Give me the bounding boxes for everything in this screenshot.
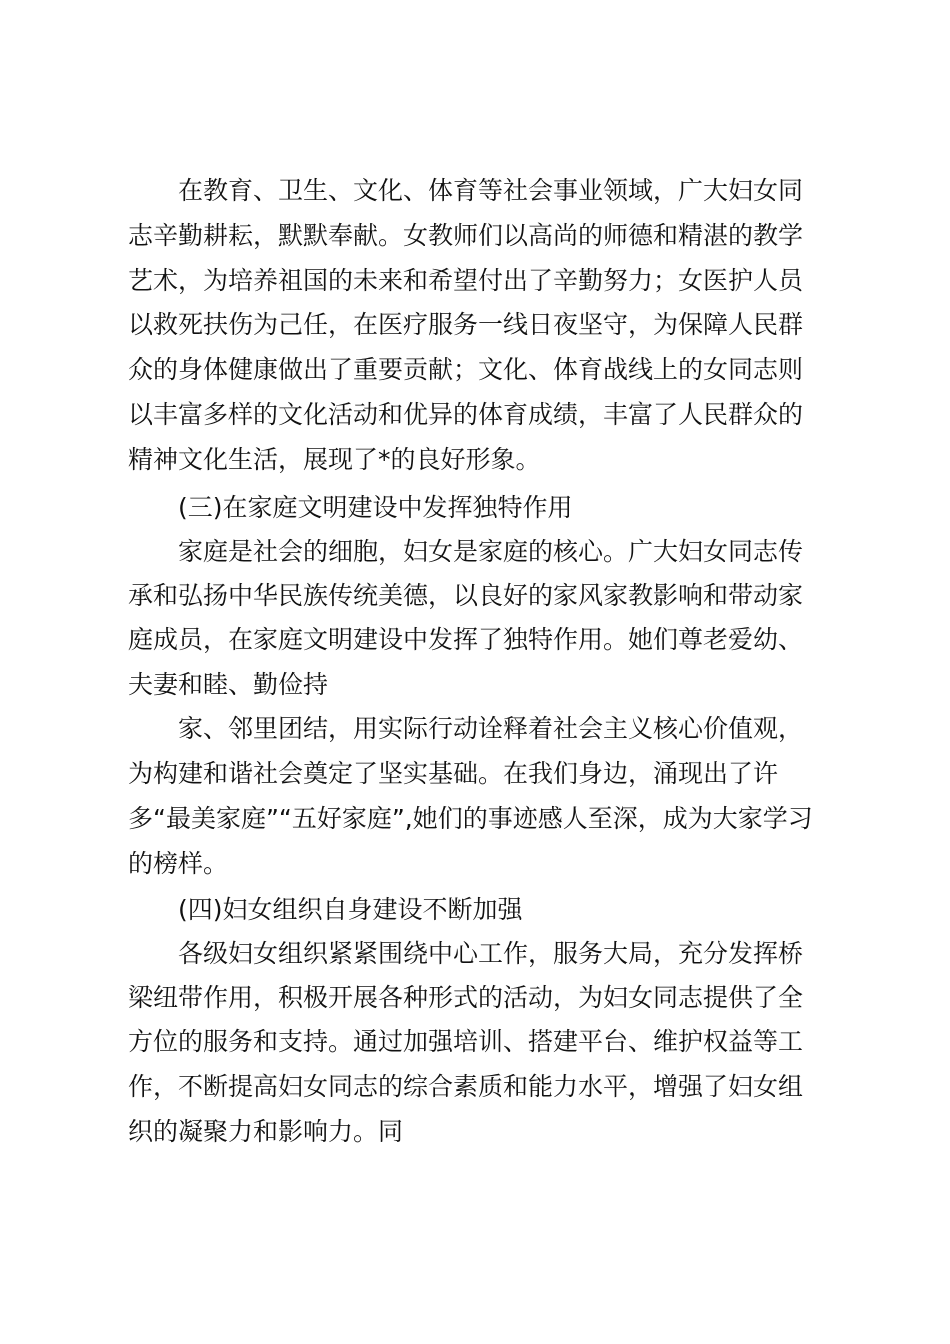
text-line: 在教育、卫生、文化、体育等社会事业领域，广大妇女同 [178,176,804,205]
text-line: 以救死扶伤为己任，在医疗服务一线日夜坚守，为保障人民群 [128,310,804,339]
text-line: 志辛勤耕耘，默默奉献。女教师们以高尚的师德和精湛的教学 [128,221,804,250]
text-line: 织的凝聚力和影响力。同 [128,1117,404,1146]
text-line: 各级妇女组织紧紧围绕中心工作，服务大局，充分发挥桥 [178,939,804,968]
text-line: 夫妻和睦、勤俭持 [128,670,329,699]
text-line: 精神文化生活，展现了*的良好形象。 [128,445,541,474]
text-line: 作，不断提高妇女同志的综合素质和能力水平，增强了妇女组 [128,1072,804,1101]
text-line: 庭成员，在家庭文明建设中发挥了独特作用。她们尊老爱幼、 [128,625,804,654]
text-line: 艺术，为培养祖国的未来和希望付出了辛勤努力；女医护人员 [128,266,804,295]
text-line: 方位的服务和支持。通过加强培训、搭建平台、维护权益等工 [128,1027,804,1056]
text-line: 的榜样。 [128,849,229,878]
section-heading: (三)在家庭文明建设中发挥独特作用 [178,493,573,522]
text-line: 众的身体健康做出了重要贡献；文化、体育战线上的女同志则 [128,355,804,384]
text-line: 多“最美家庭”“五好家庭”,她们的事迹感人至深，成为大家学习 [128,804,813,833]
text-line: 为构建和谐社会奠定了坚实基础。在我们身边，涌现出了许 [128,759,779,788]
text-line: 家、邻里团结，用实际行动诠释着社会主义核心价值观， [178,714,804,743]
section-heading: (四)妇女组织自身建设不断加强 [178,895,523,924]
text-line: 以丰富多样的文化活动和优异的体育成绩，丰富了人民群众的 [128,400,804,429]
text-line: 家庭是社会的细胞，妇女是家庭的核心。广大妇女同志传 [178,537,804,566]
text-line: 梁纽带作用，积极开展各种形式的活动，为妇女同志提供了全 [128,983,804,1012]
text-line: 承和弘扬中华民族传统美德，以良好的家风家教影响和带动家 [128,581,804,610]
